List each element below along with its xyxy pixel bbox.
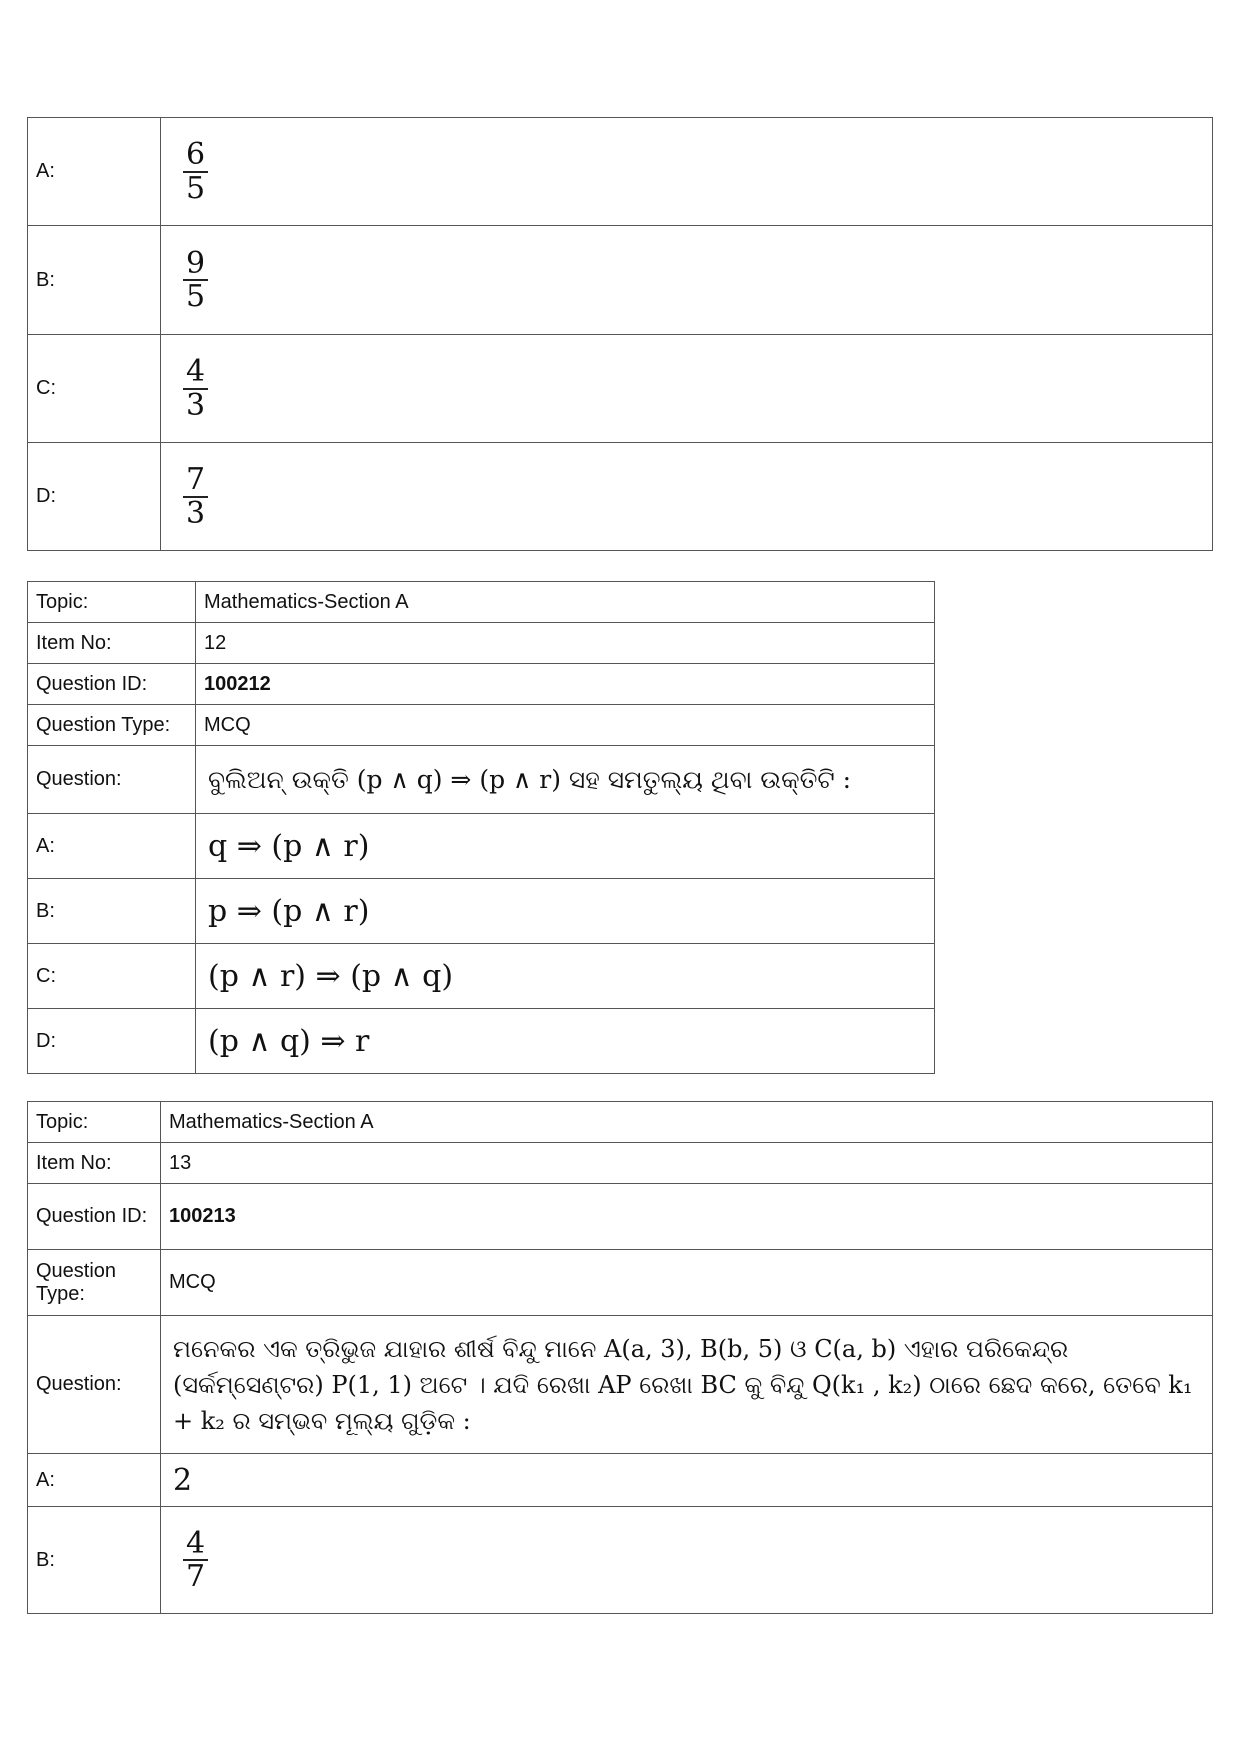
question-13-table [27,1101,1213,1614]
option-row-d [28,443,1213,551]
option-fraction: $\frac{4}{7}$ [183,1528,208,1593]
topic-row [28,582,935,623]
question-id-row [28,664,935,705]
topic-value: Mathematics-Section A [196,582,935,623]
option-text: p ⇒ (p ∧ r) [196,879,935,944]
item-row [28,1143,1213,1184]
question-id-value: 100213 [161,1184,1213,1250]
option-fraction: $\frac{6}{5}$ [183,139,208,204]
topic-value: Mathematics-Section A [161,1102,1213,1143]
option-row-c [28,335,1213,443]
option-fraction: $\frac{7}{3}$ [183,464,208,529]
option-row-b [28,226,1213,335]
option-row-b [28,879,935,944]
item-value: 13 [161,1143,1213,1184]
option-label: D: [28,443,161,551]
option-row-a [28,814,935,879]
item-row [28,623,935,664]
option-label: C: [28,335,161,443]
question-label: Question: [28,1316,161,1454]
item-value: 12 [196,623,935,664]
question-type-value: MCQ [196,705,935,746]
question-id-value: 100212 [196,664,935,705]
question-type-row [28,705,935,746]
prev-options-table [27,117,1213,551]
option-label: B: [28,1507,161,1614]
question-12-table [27,581,935,1074]
question-row [28,1316,1213,1454]
question-type-label: Question Type: [28,705,196,746]
item-label: Item No: [28,623,196,664]
option-text: 2 [161,1454,1213,1507]
option-row-a [28,1454,1213,1507]
question-type-label: Question Type: [28,1250,161,1316]
option-text: (p ∧ q) ⇒ r [196,1009,935,1074]
question-type-row [28,1250,1213,1316]
option-text: q ⇒ (p ∧ r) [196,814,935,879]
question-id-label: Question ID: [28,1184,161,1250]
option-label: D: [28,1009,196,1074]
question-id-label: Question ID: [28,664,196,705]
option-row-c [28,944,935,1009]
topic-row [28,1102,1213,1143]
option-label: A: [28,1454,161,1507]
question-row [28,746,935,814]
question-label: Question: [28,746,196,814]
topic-label: Topic: [28,1102,161,1143]
option-label: A: [28,814,196,879]
option-label: B: [28,226,161,335]
item-label: Item No: [28,1143,161,1184]
option-fraction: $\frac{4}{3}$ [183,356,208,421]
option-row-a [28,118,1213,226]
option-label: B: [28,879,196,944]
topic-label: Topic: [28,582,196,623]
option-fraction: $\frac{9}{5}$ [183,248,208,313]
option-text: (p ∧ r) ⇒ (p ∧ q) [196,944,935,1009]
question-type-value: MCQ [161,1250,1213,1316]
question-text: ମନେକର ଏକ ତ୍ରିଭୁଜ ଯାହାର ଶୀର୍ଷ ବିନ୍ଦୁ ମାନେ A(a, 3), B(b, 5) ଓ C(a, b) ଏହାର ପରିକେନ୍ଦ୍ର (ସର୍କମ୍‌ସେଣ୍ଟର) P(1, 1) ଅଟେ । ଯଦି ରେଖା AP ରେଖା BC କୁ ବିନ୍ଦୁ Q(k₁ , k₂) ଠାରେ ଛେଦ କରେ, ତେବେ k₁ + k₂ ର ସମ୍ଭବ ମୂଲ୍ୟ ଗୁଡ଼ିକ : [161,1316,1213,1454]
option-label: C: [28,944,196,1009]
option-row-d [28,1009,935,1074]
option-label: A: [28,118,161,226]
question-text: ବୁଲିଅନ୍ ଉକ୍ତି (p ∧ q) ⇒ (p ∧ r) ସହ ସମତୁଲ୍ୟ ଥିବା ଉକ୍ତିଟି : [196,746,935,814]
question-id-row [28,1184,1213,1250]
option-row-b [28,1507,1213,1614]
